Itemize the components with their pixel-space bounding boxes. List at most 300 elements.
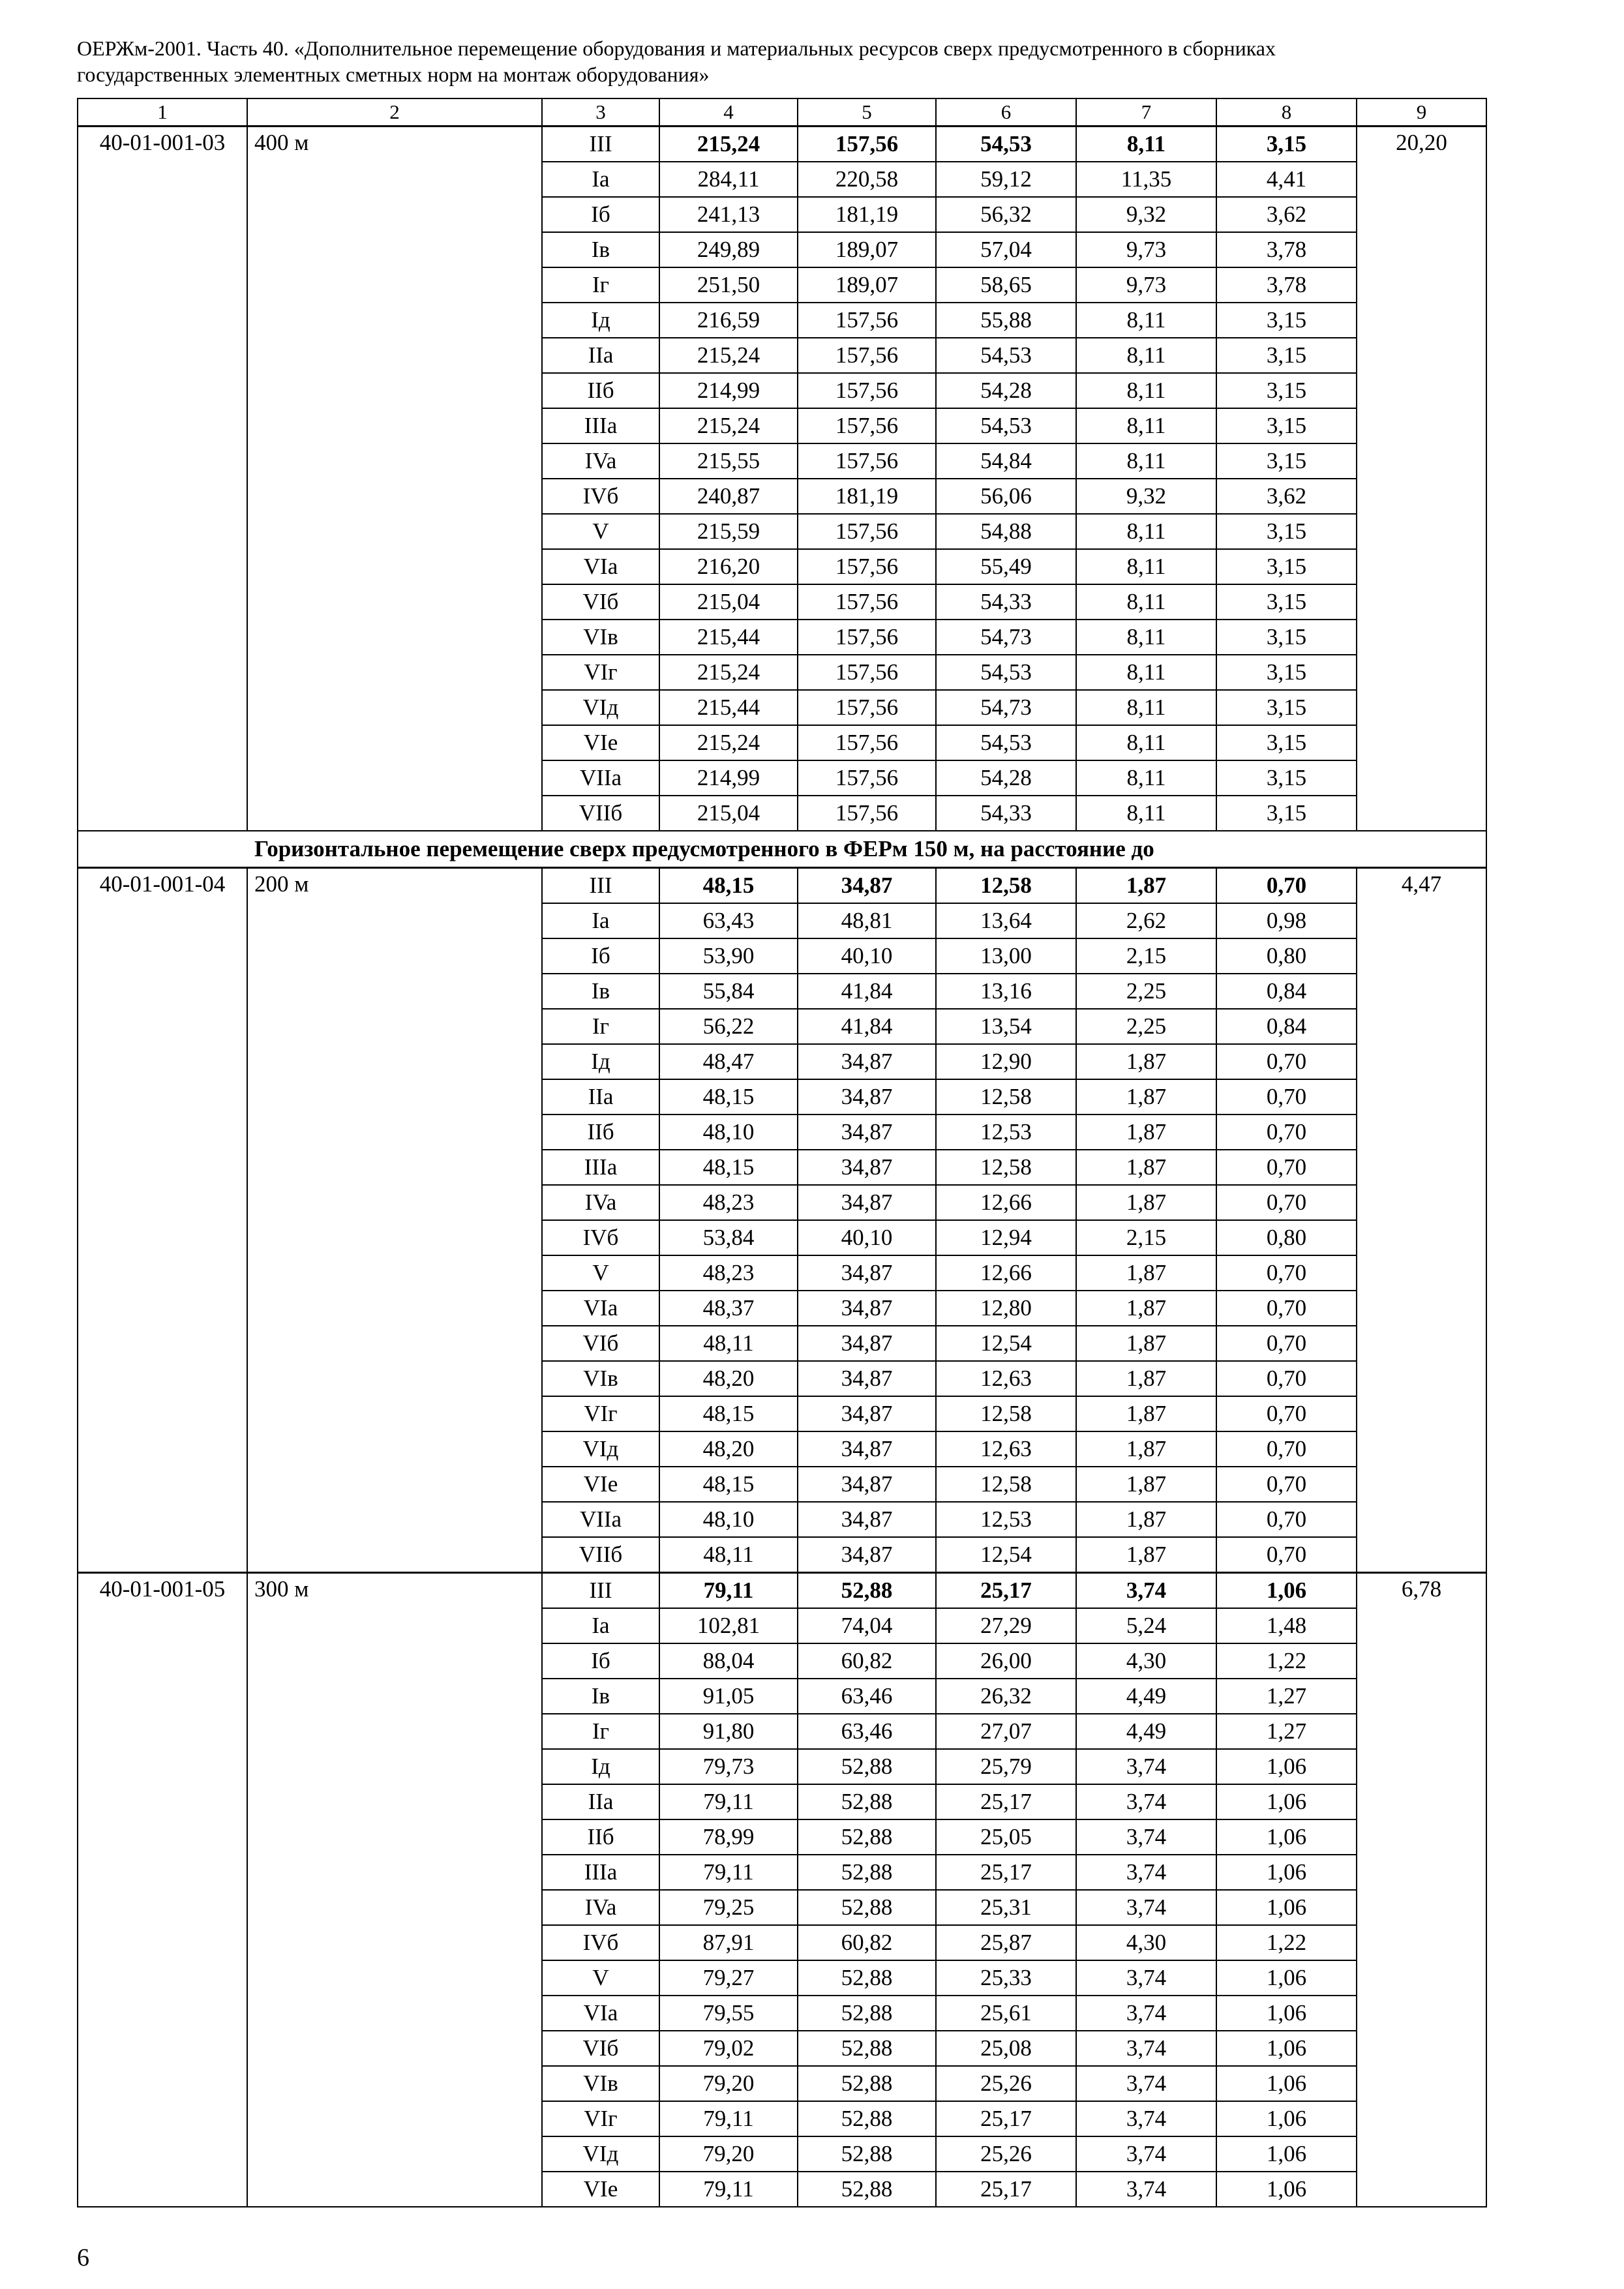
value-cell: 53,90 xyxy=(659,938,798,974)
zone-code: Ia xyxy=(542,1608,659,1643)
value-cell: 48,47 xyxy=(659,1044,798,1079)
zone-code: VIб xyxy=(542,1326,659,1361)
value-cell: 215,55 xyxy=(659,443,798,479)
value-cell: 91,80 xyxy=(659,1714,798,1749)
norm-code: 40-01-001-03 xyxy=(78,127,247,831)
value-cell: 157,56 xyxy=(798,443,936,479)
zone-code: Iб xyxy=(542,197,659,232)
zone-code: Iг xyxy=(542,1009,659,1044)
zone-code: VIд xyxy=(542,2136,659,2172)
value-cell: 27,29 xyxy=(936,1608,1076,1643)
value-cell: 63,43 xyxy=(659,903,798,938)
value-cell: 3,15 xyxy=(1216,620,1357,655)
value-cell: 3,74 xyxy=(1076,1573,1216,1609)
value-cell: 215,44 xyxy=(659,690,798,725)
value-cell: 1,87 xyxy=(1076,1185,1216,1220)
zone-code: IIIa xyxy=(542,1855,659,1890)
value-cell: 12,58 xyxy=(936,1150,1076,1185)
norm-code: 40-01-001-04 xyxy=(78,868,247,1573)
value-cell: 12,94 xyxy=(936,1220,1076,1255)
value-cell: 249,89 xyxy=(659,232,798,267)
value-cell: 3,74 xyxy=(1076,1996,1216,2031)
zone-code: VIд xyxy=(542,690,659,725)
zone-code: Iд xyxy=(542,303,659,338)
value-cell: 8,11 xyxy=(1076,584,1216,620)
zone-code: III xyxy=(542,1573,659,1609)
value-cell: 0,70 xyxy=(1216,1185,1357,1220)
value-cell: 1,06 xyxy=(1216,1573,1357,1609)
value-cell: 251,50 xyxy=(659,267,798,303)
value-cell: 0,70 xyxy=(1216,1291,1357,1326)
value-cell: 157,56 xyxy=(798,408,936,443)
value-cell: 3,15 xyxy=(1216,373,1357,408)
value-cell: 1,87 xyxy=(1076,1291,1216,1326)
value-cell: 0,70 xyxy=(1216,1255,1357,1291)
value-cell: 52,88 xyxy=(798,2031,936,2066)
value-cell: 26,32 xyxy=(936,1679,1076,1714)
value-cell: 2,62 xyxy=(1076,903,1216,938)
value-cell: 52,88 xyxy=(798,2101,936,2136)
value-cell: 53,84 xyxy=(659,1220,798,1255)
value-cell: 3,74 xyxy=(1076,1960,1216,1996)
table-row xyxy=(78,868,1486,904)
zone-code: III xyxy=(542,127,659,162)
value-cell: 1,06 xyxy=(1216,1855,1357,1890)
value-cell: 2,15 xyxy=(1076,938,1216,974)
value-cell: 0,70 xyxy=(1216,1150,1357,1185)
value-cell: 215,59 xyxy=(659,514,798,549)
value-cell: 3,74 xyxy=(1076,2031,1216,2066)
zone-code: VIб xyxy=(542,584,659,620)
value-cell: 58,65 xyxy=(936,267,1076,303)
value-cell: 1,06 xyxy=(1216,1784,1357,1819)
value-cell: 54,33 xyxy=(936,584,1076,620)
value-cell: 48,15 xyxy=(659,1467,798,1502)
value-cell: 3,15 xyxy=(1216,408,1357,443)
value-cell: 48,10 xyxy=(659,1502,798,1537)
value-cell: 54,53 xyxy=(936,338,1076,373)
value-cell: 1,22 xyxy=(1216,1643,1357,1679)
value-cell: 1,87 xyxy=(1076,868,1216,904)
zone-code: VIIa xyxy=(542,1502,659,1537)
value-cell: 25,33 xyxy=(936,1960,1076,1996)
value-cell: 56,22 xyxy=(659,1009,798,1044)
value-cell: 25,26 xyxy=(936,2136,1076,2172)
norm-code: 40-01-001-05 xyxy=(78,1573,247,2207)
value-cell: 34,87 xyxy=(798,1396,936,1431)
value-cell: 4,49 xyxy=(1076,1714,1216,1749)
zone-code: VIб xyxy=(542,2031,659,2066)
value-cell: 12,80 xyxy=(936,1291,1076,1326)
value-cell: 25,17 xyxy=(936,1855,1076,1890)
value-cell: 1,87 xyxy=(1076,1079,1216,1115)
value-cell: 63,46 xyxy=(798,1714,936,1749)
value-cell: 12,58 xyxy=(936,1396,1076,1431)
value-cell: 34,87 xyxy=(798,1150,936,1185)
value-cell: 60,82 xyxy=(798,1643,936,1679)
zone-code: VIe xyxy=(542,1467,659,1502)
value-cell: 215,24 xyxy=(659,127,798,162)
value-cell: 52,88 xyxy=(798,1855,936,1890)
value-cell: 52,88 xyxy=(798,1749,936,1784)
value-cell: 8,11 xyxy=(1076,796,1216,831)
zone-code: IIa xyxy=(542,1079,659,1115)
table-body xyxy=(78,98,1486,2207)
value-cell: 214,99 xyxy=(659,760,798,796)
value-cell: 157,56 xyxy=(798,690,936,725)
value-cell: 181,19 xyxy=(798,197,936,232)
value-cell: 4,49 xyxy=(1076,1679,1216,1714)
value-cell: 4,41 xyxy=(1216,162,1357,197)
total-value: 20,20 xyxy=(1357,127,1486,831)
value-cell: 12,90 xyxy=(936,1044,1076,1079)
value-cell: 88,04 xyxy=(659,1643,798,1679)
value-cell: 12,54 xyxy=(936,1537,1076,1573)
page-number: 6 xyxy=(77,2244,89,2271)
value-cell: 79,55 xyxy=(659,1996,798,2031)
column-number-row xyxy=(78,98,1486,127)
value-cell: 157,56 xyxy=(798,584,936,620)
value-cell: 8,11 xyxy=(1076,127,1216,162)
zone-code: IIIa xyxy=(542,408,659,443)
value-cell: 8,11 xyxy=(1076,443,1216,479)
value-cell: 40,10 xyxy=(798,938,936,974)
norms-table xyxy=(77,98,1487,2207)
value-cell: 41,84 xyxy=(798,1009,936,1044)
value-cell: 1,87 xyxy=(1076,1431,1216,1467)
value-cell: 55,84 xyxy=(659,974,798,1009)
value-cell: 215,24 xyxy=(659,408,798,443)
value-cell: 79,73 xyxy=(659,1749,798,1784)
value-cell: 2,25 xyxy=(1076,1009,1216,1044)
zone-code: IIa xyxy=(542,1784,659,1819)
value-cell: 25,08 xyxy=(936,2031,1076,2066)
value-cell: 1,87 xyxy=(1076,1044,1216,1079)
value-cell: 11,35 xyxy=(1076,162,1216,197)
zone-code: IIa xyxy=(542,338,659,373)
value-cell: 25,26 xyxy=(936,2066,1076,2101)
value-cell: 216,59 xyxy=(659,303,798,338)
value-cell: 0,70 xyxy=(1216,1431,1357,1467)
value-cell: 1,87 xyxy=(1076,1150,1216,1185)
zone-code: Iб xyxy=(542,938,659,974)
value-cell: 48,81 xyxy=(798,903,936,938)
value-cell: 1,87 xyxy=(1076,1537,1216,1573)
value-cell: 25,31 xyxy=(936,1890,1076,1925)
zone-code: V xyxy=(542,514,659,549)
value-cell: 3,15 xyxy=(1216,760,1357,796)
value-cell: 181,19 xyxy=(798,479,936,514)
value-cell: 91,05 xyxy=(659,1679,798,1714)
value-cell: 157,56 xyxy=(798,760,936,796)
zone-code: Iг xyxy=(542,1714,659,1749)
value-cell: 4,30 xyxy=(1076,1925,1216,1960)
value-cell: 48,20 xyxy=(659,1431,798,1467)
value-cell: 52,88 xyxy=(798,1573,936,1609)
value-cell: 0,70 xyxy=(1216,1467,1357,1502)
value-cell: 0,84 xyxy=(1216,974,1357,1009)
zone-code: VIг xyxy=(542,655,659,690)
value-cell: 1,06 xyxy=(1216,1819,1357,1855)
value-cell: 3,74 xyxy=(1076,2101,1216,2136)
value-cell: 34,87 xyxy=(798,1361,936,1396)
zone-code: VIa xyxy=(542,549,659,584)
value-cell: 189,07 xyxy=(798,267,936,303)
value-cell: 25,87 xyxy=(936,1925,1076,1960)
zone-code: VIг xyxy=(542,2101,659,2136)
value-cell: 0,70 xyxy=(1216,1079,1357,1115)
value-cell: 1,87 xyxy=(1076,1115,1216,1150)
value-cell: 56,06 xyxy=(936,479,1076,514)
value-cell: 79,11 xyxy=(659,2101,798,2136)
zone-code: IIIa xyxy=(542,1150,659,1185)
zone-code: Iв xyxy=(542,1679,659,1714)
value-cell: 2,25 xyxy=(1076,974,1216,1009)
value-cell: 8,11 xyxy=(1076,690,1216,725)
value-cell: 34,87 xyxy=(798,1079,936,1115)
value-cell: 79,20 xyxy=(659,2066,798,2101)
value-cell: 3,15 xyxy=(1216,796,1357,831)
zone-code: VIд xyxy=(542,1431,659,1467)
value-cell: 102,81 xyxy=(659,1608,798,1643)
value-cell: 1,22 xyxy=(1216,1925,1357,1960)
value-cell: 1,06 xyxy=(1216,2172,1357,2207)
zone-code: VIIб xyxy=(542,796,659,831)
value-cell: 1,87 xyxy=(1076,1396,1216,1431)
value-cell: 74,04 xyxy=(798,1608,936,1643)
value-cell: 48,23 xyxy=(659,1185,798,1220)
zone-code: Iв xyxy=(542,232,659,267)
value-cell: 12,58 xyxy=(936,1079,1076,1115)
column-number: 3 xyxy=(542,98,659,127)
zone-code: Iг xyxy=(542,267,659,303)
value-cell: 157,56 xyxy=(798,338,936,373)
value-cell: 9,32 xyxy=(1076,479,1216,514)
value-cell: 25,17 xyxy=(936,1573,1076,1609)
value-cell: 1,06 xyxy=(1216,1996,1357,2031)
value-cell: 3,74 xyxy=(1076,2172,1216,2207)
section-title: Горизонтальное перемещение сверх предусмотренного в ФЕРм 150 м, на расстояние до xyxy=(78,831,1486,868)
value-cell: 27,07 xyxy=(936,1714,1076,1749)
value-cell: 5,24 xyxy=(1076,1608,1216,1643)
zone-code: Ia xyxy=(542,903,659,938)
value-cell: 3,15 xyxy=(1216,127,1357,162)
column-number: 9 xyxy=(1357,98,1486,127)
zone-code: IVa xyxy=(542,1185,659,1220)
value-cell: 157,56 xyxy=(798,796,936,831)
value-cell: 34,87 xyxy=(798,1326,936,1361)
value-cell: 0,70 xyxy=(1216,1115,1357,1150)
value-cell: 3,74 xyxy=(1076,1784,1216,1819)
value-cell: 54,84 xyxy=(936,443,1076,479)
column-number: 6 xyxy=(936,98,1076,127)
column-number: 1 xyxy=(78,98,247,127)
value-cell: 8,11 xyxy=(1076,620,1216,655)
zone-code: V xyxy=(542,1960,659,1996)
value-cell: 3,74 xyxy=(1076,2066,1216,2101)
value-cell: 12,53 xyxy=(936,1502,1076,1537)
value-cell: 25,05 xyxy=(936,1819,1076,1855)
value-cell: 0,70 xyxy=(1216,1396,1357,1431)
value-cell: 0,84 xyxy=(1216,1009,1357,1044)
value-cell: 79,02 xyxy=(659,2031,798,2066)
value-cell: 3,15 xyxy=(1216,690,1357,725)
column-number: 5 xyxy=(798,98,936,127)
value-cell: 54,53 xyxy=(936,655,1076,690)
value-cell: 8,11 xyxy=(1076,303,1216,338)
value-cell: 25,61 xyxy=(936,1996,1076,2031)
value-cell: 1,48 xyxy=(1216,1608,1357,1643)
value-cell: 3,74 xyxy=(1076,1855,1216,1890)
zone-code: VIa xyxy=(542,1996,659,2031)
column-number: 8 xyxy=(1216,98,1357,127)
value-cell: 157,56 xyxy=(798,303,936,338)
value-cell: 1,87 xyxy=(1076,1467,1216,1502)
value-cell: 79,27 xyxy=(659,1960,798,1996)
zone-code: V xyxy=(542,1255,659,1291)
value-cell: 54,33 xyxy=(936,796,1076,831)
zone-code: VIIa xyxy=(542,760,659,796)
value-cell: 34,87 xyxy=(798,1115,936,1150)
zone-code: VIe xyxy=(542,2172,659,2207)
value-cell: 87,91 xyxy=(659,1925,798,1960)
value-cell: 1,06 xyxy=(1216,2031,1357,2066)
column-number: 2 xyxy=(247,98,542,127)
value-cell: 3,74 xyxy=(1076,1819,1216,1855)
value-cell: 48,11 xyxy=(659,1326,798,1361)
value-cell: 12,63 xyxy=(936,1361,1076,1396)
value-cell: 12,58 xyxy=(936,1467,1076,1502)
value-cell: 0,70 xyxy=(1216,1502,1357,1537)
value-cell: 0,80 xyxy=(1216,1220,1357,1255)
value-cell: 48,20 xyxy=(659,1361,798,1396)
zone-code: VIв xyxy=(542,2066,659,2101)
value-cell: 34,87 xyxy=(798,868,936,904)
value-cell: 215,24 xyxy=(659,725,798,760)
zone-code: Ia xyxy=(542,162,659,197)
value-cell: 240,87 xyxy=(659,479,798,514)
zone-code: Iв xyxy=(542,974,659,1009)
value-cell: 34,87 xyxy=(798,1467,936,1502)
value-cell: 1,87 xyxy=(1076,1326,1216,1361)
value-cell: 157,56 xyxy=(798,514,936,549)
value-cell: 1,87 xyxy=(1076,1255,1216,1291)
value-cell: 1,06 xyxy=(1216,2101,1357,2136)
value-cell: 34,87 xyxy=(798,1044,936,1079)
value-cell: 26,00 xyxy=(936,1643,1076,1679)
value-cell: 3,15 xyxy=(1216,443,1357,479)
header-line-2: государственных элементных сметных норм на монтаж оборудования» xyxy=(77,63,710,86)
column-number: 4 xyxy=(659,98,798,127)
zone-code: IIб xyxy=(542,1115,659,1150)
value-cell: 8,11 xyxy=(1076,655,1216,690)
distance: 200 м xyxy=(247,868,542,1573)
value-cell: 3,15 xyxy=(1216,514,1357,549)
value-cell: 48,37 xyxy=(659,1291,798,1326)
zone-code: III xyxy=(542,868,659,904)
value-cell: 0,70 xyxy=(1216,1044,1357,1079)
zone-code: IVб xyxy=(542,479,659,514)
zone-code: VIв xyxy=(542,1361,659,1396)
value-cell: 0,70 xyxy=(1216,1326,1357,1361)
value-cell: 3,74 xyxy=(1076,1890,1216,1925)
value-cell: 157,56 xyxy=(798,620,936,655)
value-cell: 34,87 xyxy=(798,1431,936,1467)
value-cell: 48,11 xyxy=(659,1537,798,1573)
value-cell: 3,74 xyxy=(1076,2136,1216,2172)
value-cell: 241,13 xyxy=(659,197,798,232)
zone-code: IVa xyxy=(542,1890,659,1925)
value-cell: 52,88 xyxy=(798,1996,936,2031)
zone-code: Iб xyxy=(542,1643,659,1679)
value-cell: 1,06 xyxy=(1216,2136,1357,2172)
value-cell: 1,06 xyxy=(1216,1890,1357,1925)
value-cell: 52,88 xyxy=(798,2172,936,2207)
value-cell: 48,15 xyxy=(659,1150,798,1185)
value-cell: 55,49 xyxy=(936,549,1076,584)
value-cell: 52,88 xyxy=(798,1819,936,1855)
value-cell: 157,56 xyxy=(798,655,936,690)
value-cell: 34,87 xyxy=(798,1185,936,1220)
distance: 400 м xyxy=(247,127,542,831)
value-cell: 9,73 xyxy=(1076,232,1216,267)
value-cell: 56,32 xyxy=(936,197,1076,232)
zone-code: VIa xyxy=(542,1291,659,1326)
value-cell: 1,87 xyxy=(1076,1502,1216,1537)
value-cell: 1,06 xyxy=(1216,2066,1357,2101)
value-cell: 215,24 xyxy=(659,338,798,373)
distance: 300 м xyxy=(247,1573,542,2207)
value-cell: 157,56 xyxy=(798,373,936,408)
value-cell: 78,99 xyxy=(659,1819,798,1855)
value-cell: 25,17 xyxy=(936,1784,1076,1819)
value-cell: 1,06 xyxy=(1216,1749,1357,1784)
value-cell: 0,98 xyxy=(1216,903,1357,938)
total-value: 6,78 xyxy=(1357,1573,1486,2207)
value-cell: 48,10 xyxy=(659,1115,798,1150)
total-value: 4,47 xyxy=(1357,868,1486,1573)
value-cell: 3,15 xyxy=(1216,338,1357,373)
value-cell: 52,88 xyxy=(798,1960,936,1996)
value-cell: 54,28 xyxy=(936,760,1076,796)
value-cell: 34,87 xyxy=(798,1537,936,1573)
value-cell: 79,25 xyxy=(659,1890,798,1925)
value-cell: 8,11 xyxy=(1076,373,1216,408)
zone-code: IVa xyxy=(542,443,659,479)
value-cell: 54,73 xyxy=(936,690,1076,725)
value-cell: 12,58 xyxy=(936,868,1076,904)
value-cell: 79,11 xyxy=(659,1784,798,1819)
value-cell: 0,80 xyxy=(1216,938,1357,974)
value-cell: 54,88 xyxy=(936,514,1076,549)
zone-code: IIб xyxy=(542,1819,659,1855)
value-cell: 34,87 xyxy=(798,1255,936,1291)
value-cell: 1,27 xyxy=(1216,1679,1357,1714)
value-cell: 8,11 xyxy=(1076,725,1216,760)
table-row xyxy=(78,127,1486,162)
value-cell: 54,53 xyxy=(936,127,1076,162)
value-cell: 12,63 xyxy=(936,1431,1076,1467)
value-cell: 8,11 xyxy=(1076,549,1216,584)
value-cell: 8,11 xyxy=(1076,760,1216,796)
value-cell: 0,70 xyxy=(1216,1537,1357,1573)
value-cell: 157,56 xyxy=(798,725,936,760)
value-cell: 54,28 xyxy=(936,373,1076,408)
value-cell: 189,07 xyxy=(798,232,936,267)
value-cell: 220,58 xyxy=(798,162,936,197)
value-cell: 57,04 xyxy=(936,232,1076,267)
value-cell: 1,06 xyxy=(1216,1960,1357,1996)
